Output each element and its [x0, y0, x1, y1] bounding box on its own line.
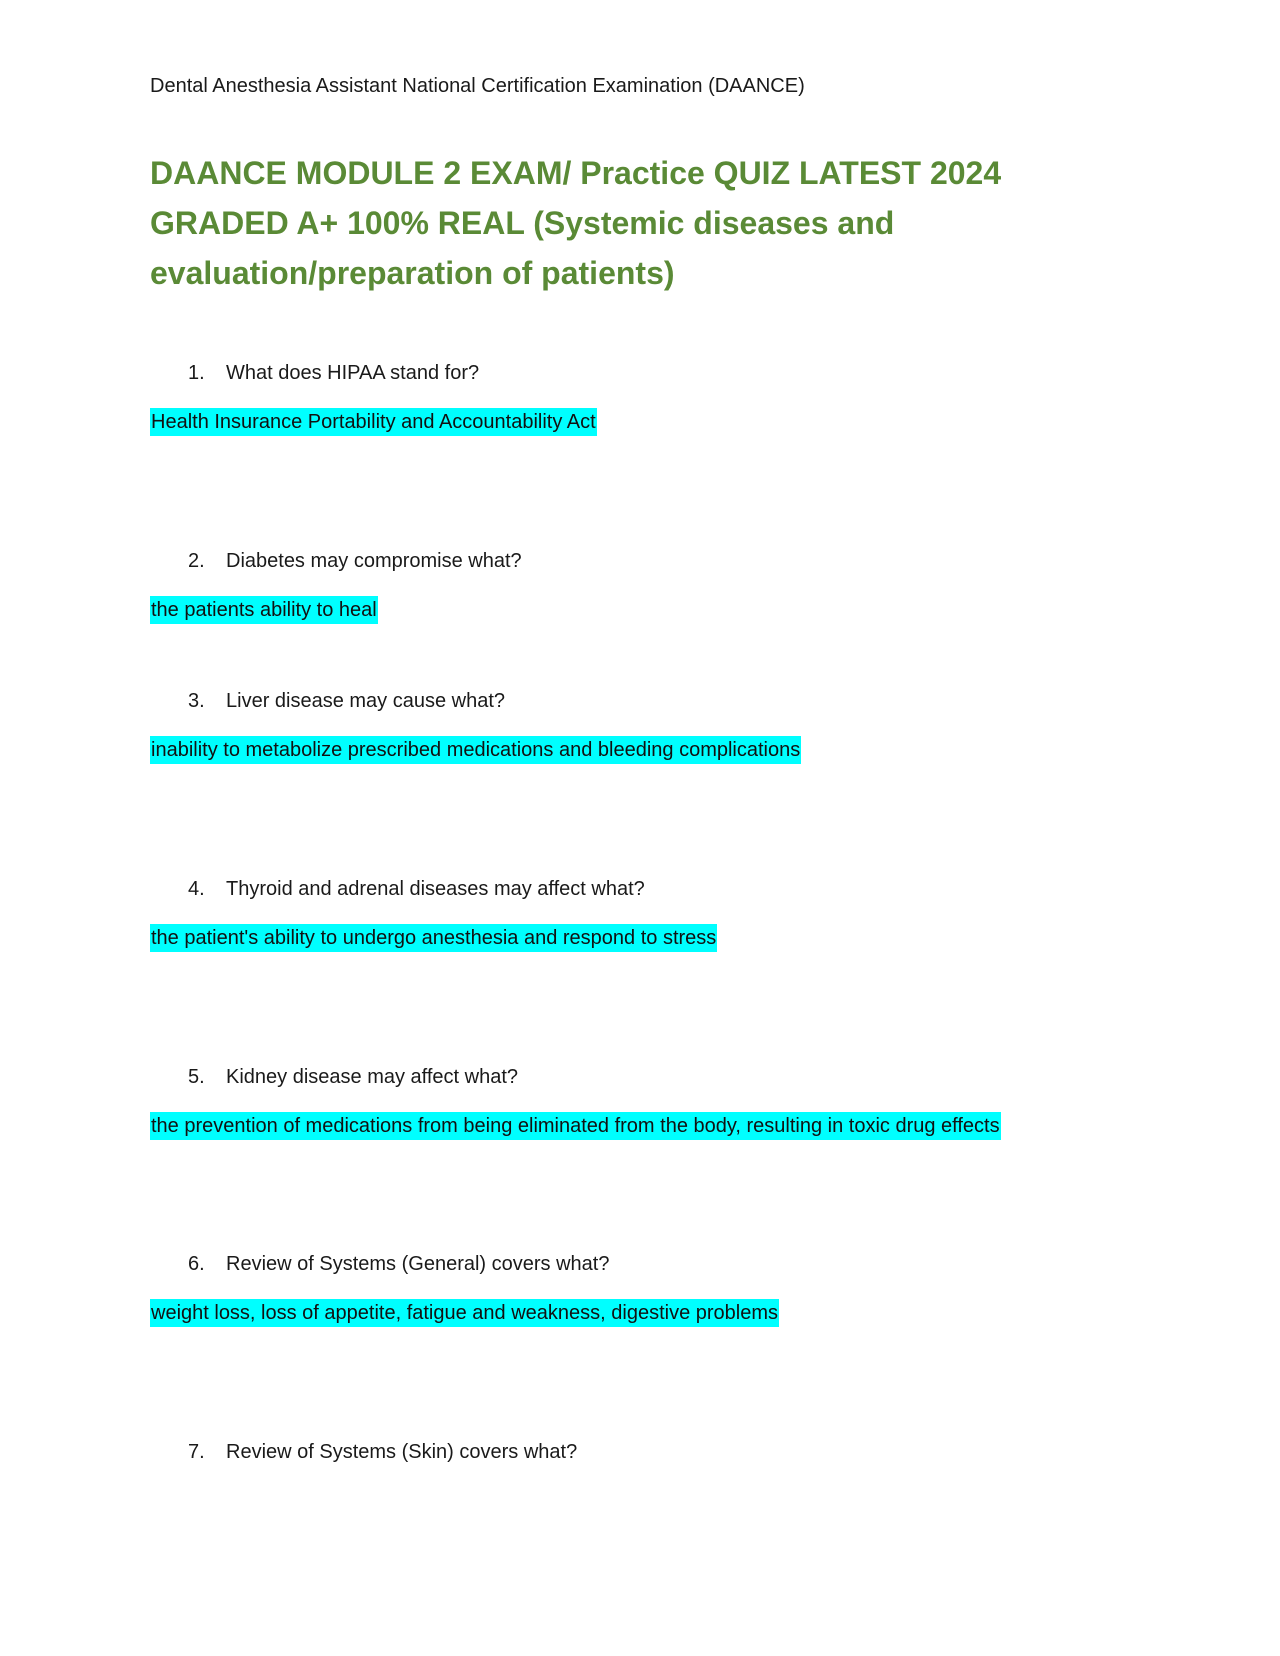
title-line: DAANCE MODULE 2 EXAM/ Practice QUIZ LATEST 2024 — [150, 155, 1002, 191]
question-number: 1. — [188, 362, 205, 384]
question-1 — [188, 362, 479, 385]
question-number: 4. — [188, 878, 205, 900]
answer-1-highlight: Health Insurance Portability and Accountability Act — [150, 408, 597, 436]
title-line: GRADED A+ 100% REAL (Systemic diseases and — [150, 205, 895, 241]
question-text: Review of Systems (General) covers what? — [226, 1253, 610, 1275]
document-title — [150, 148, 1150, 298]
question-number: 2. — [188, 550, 205, 572]
question-3 — [188, 690, 505, 713]
question-7 — [188, 1441, 577, 1464]
answer-2-highlight: the patients ability to heal — [150, 596, 378, 624]
question-number: 5. — [188, 1066, 205, 1088]
question-number: 3. — [188, 690, 205, 712]
answer-3-highlight: inability to metabolize prescribed medications and bleeding complications — [150, 736, 801, 764]
question-text: Kidney disease may affect what? — [226, 1066, 519, 1088]
answer-4-highlight: the patient's ability to undergo anesthesia and respond to stress — [150, 924, 717, 952]
answer-6-highlight: weight loss, loss of appetite, fatigue and weakness, digestive problems — [150, 1299, 779, 1327]
question-text: Diabetes may compromise what? — [226, 550, 522, 572]
question-text: What does HIPAA stand for? — [226, 362, 480, 384]
document-header: Dental Anesthesia Assistant National Certification Examination (DAANCE) — [150, 75, 805, 97]
answer-5-highlight: the prevention of medications from being eliminated from the body, resulting in toxic drug effects — [150, 1112, 1001, 1140]
question-text: Thyroid and adrenal diseases may affect what? — [226, 878, 645, 900]
question-6 — [188, 1253, 609, 1276]
question-5 — [188, 1066, 518, 1089]
question-2 — [188, 550, 522, 573]
question-text: Review of Systems (Skin) covers what? — [226, 1441, 578, 1463]
question-number: 7. — [188, 1441, 205, 1463]
question-4 — [188, 878, 645, 901]
question-text: Liver disease may cause what? — [226, 690, 506, 712]
question-number: 6. — [188, 1253, 205, 1275]
title-line: evaluation/preparation of patients) — [150, 255, 675, 291]
